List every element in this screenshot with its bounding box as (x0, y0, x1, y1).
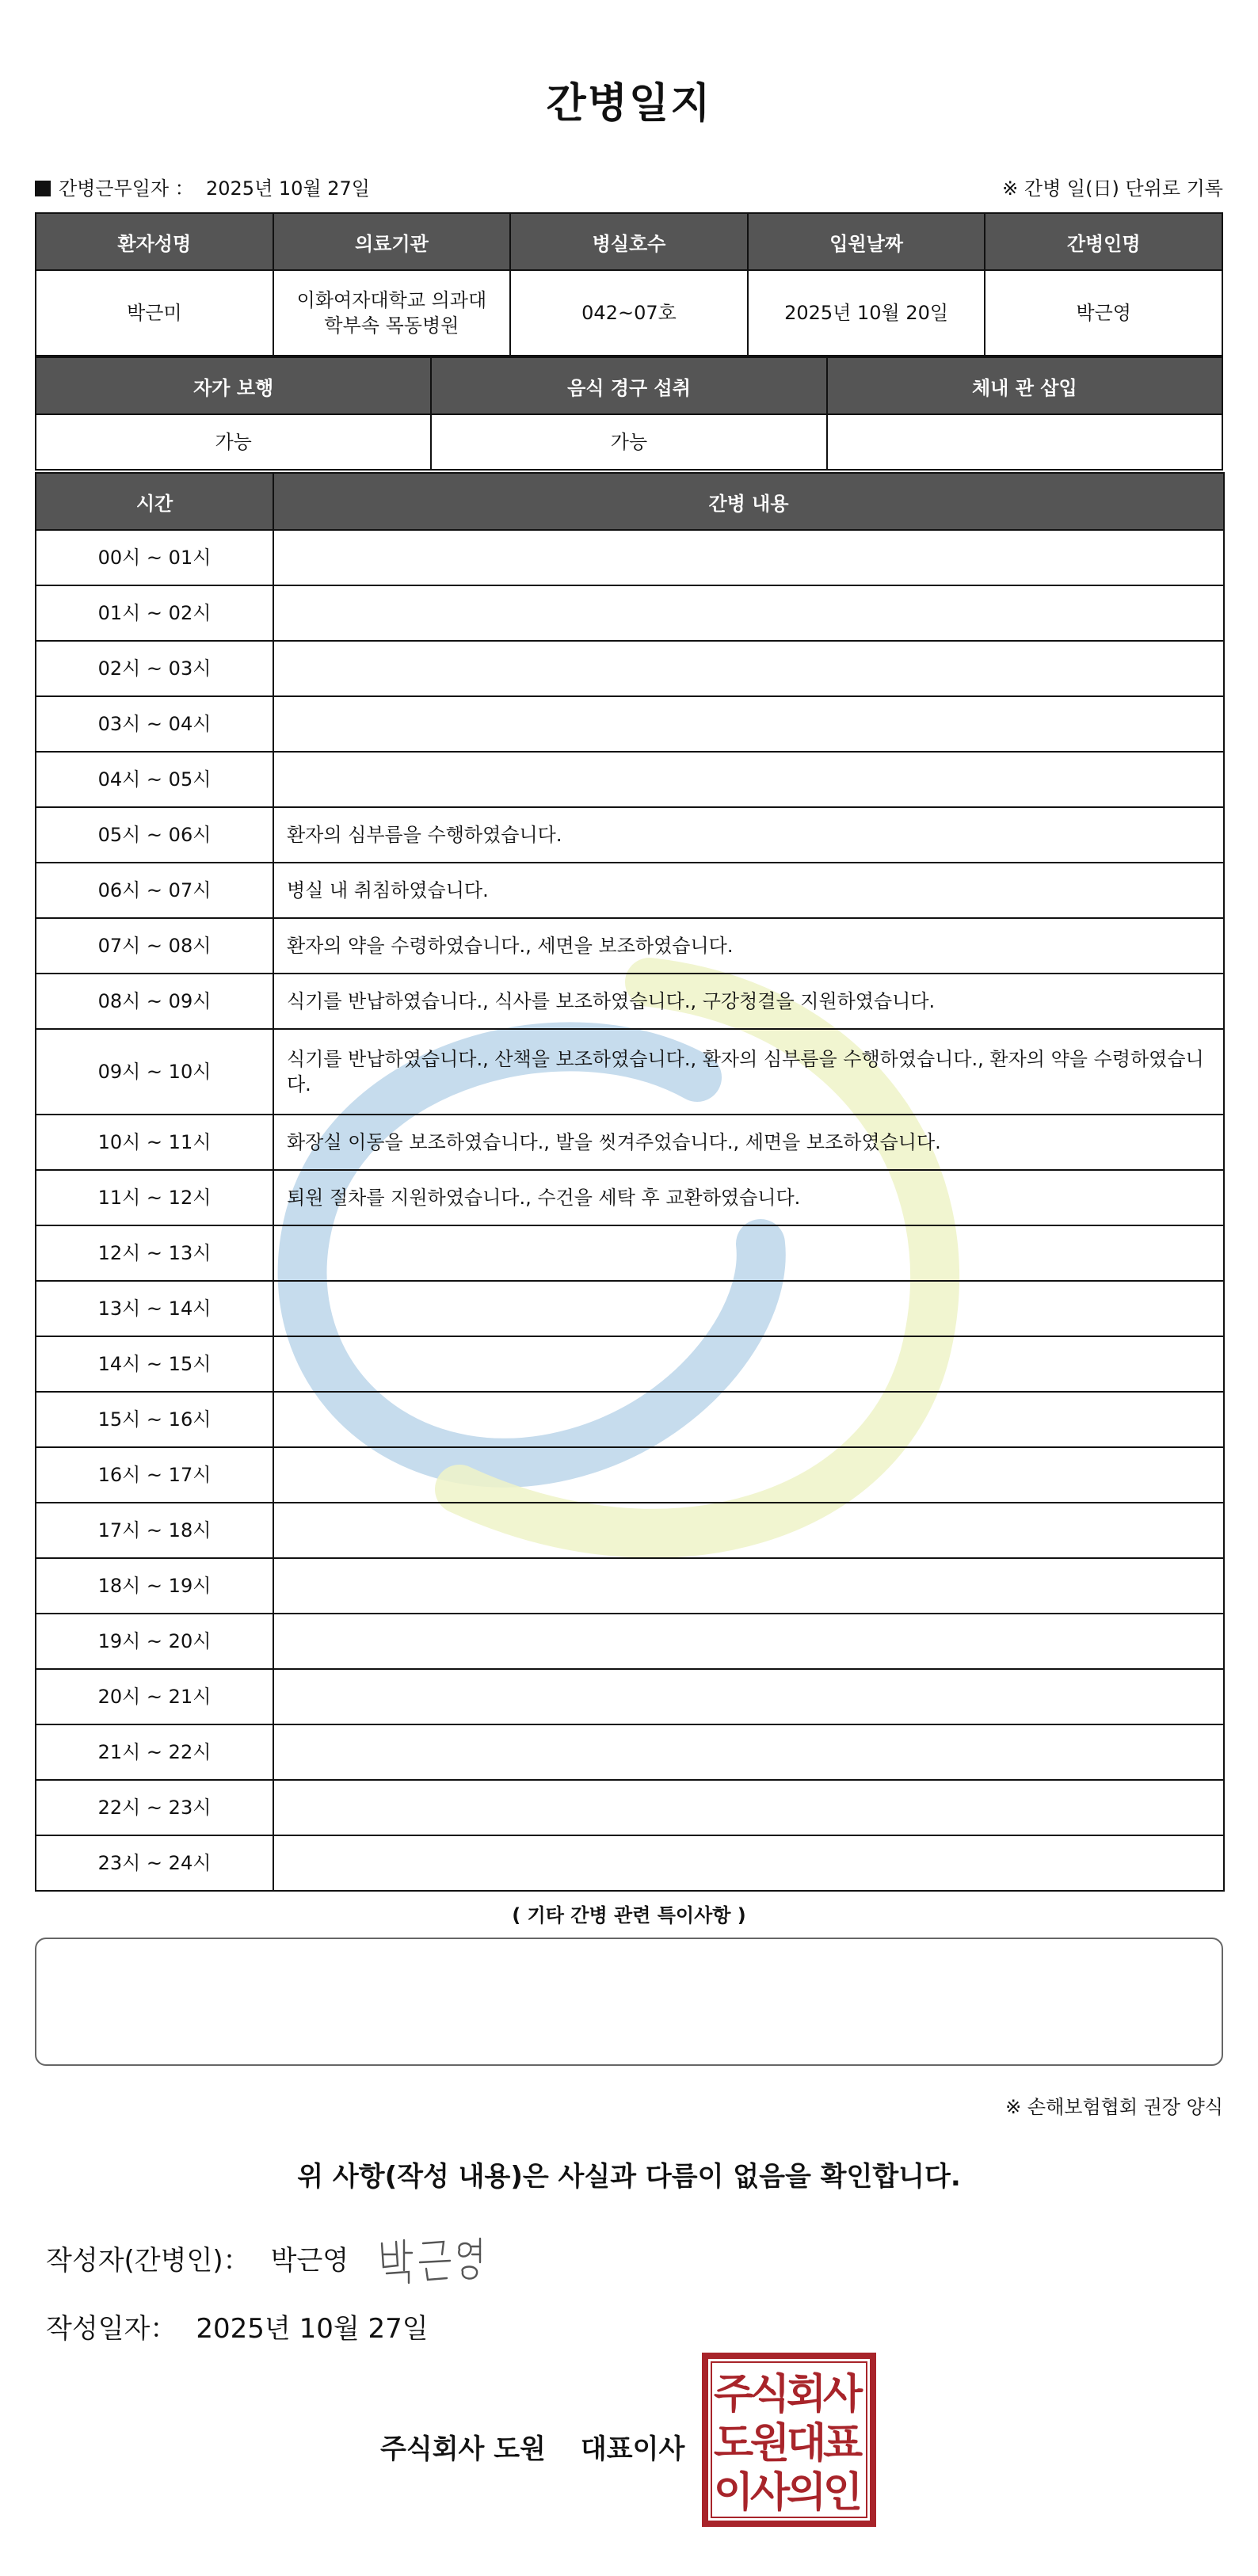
header-patient-name: 환자성명 (36, 213, 273, 270)
log-row (36, 1558, 1224, 1614)
log-time: 04시 ~ 05시 (36, 752, 273, 807)
log-row (36, 1669, 1224, 1724)
header-oral-intake: 음식 경구 섭취 (431, 357, 826, 414)
log-row (36, 752, 1224, 807)
patient-info-table (35, 212, 1223, 356)
log-content (273, 696, 1224, 752)
log-content (273, 1724, 1224, 1780)
log-time: 02시 ~ 03시 (36, 641, 273, 696)
caregiver-name: 박근영 (985, 270, 1222, 356)
log-time: 01시 ~ 02시 (36, 585, 273, 641)
log-content: 식기를 반납하였습니다., 산책을 보조하였습니다., 환자의 심부름을 수행하였습니다., 환자의 약을 수령하였습니다. (273, 1029, 1224, 1115)
log-row (36, 1614, 1224, 1669)
log-content (273, 1225, 1224, 1281)
log-row (36, 918, 1224, 974)
svg-text:의: 의 (786, 2469, 827, 2517)
log-row (36, 1170, 1224, 1225)
log-time: 03시 ~ 04시 (36, 696, 273, 752)
company-signature-line (380, 2427, 684, 2466)
log-content: 환자의 약을 수령하였습니다., 세면을 보조하였습니다. (273, 918, 1224, 974)
log-row (36, 530, 1224, 585)
written-date-line (46, 2307, 429, 2345)
svg-text:도: 도 (713, 2420, 754, 2467)
log-content (273, 1447, 1224, 1503)
svg-text:주: 주 (713, 2371, 754, 2418)
log-row (36, 1281, 1224, 1336)
header-room: 병실호수 (510, 213, 748, 270)
log-content: 화장실 이동을 보조하였습니다., 발을 씻겨주었습니다., 세면을 보조하였습니다. (273, 1115, 1224, 1170)
header-admission-date: 입원날짜 (748, 213, 985, 270)
care-log-table (35, 472, 1225, 1892)
log-time: 17시 ~ 18시 (36, 1503, 273, 1558)
log-row (36, 1029, 1224, 1115)
header-care-content: 간병 내용 (273, 473, 1224, 530)
hospital-name (273, 270, 511, 356)
patient-name: 박근미 (36, 270, 273, 356)
admission-date: 2025년 10월 20일 (748, 270, 985, 356)
log-time: 05시 ~ 06시 (36, 807, 273, 863)
writer-name: 박근영 (270, 2245, 349, 2277)
log-content: 퇴원 절차를 지원하였습니다., 수건을 세탁 후 교환하였습니다. (273, 1170, 1224, 1225)
log-content (273, 641, 1224, 696)
log-content (273, 1503, 1224, 1558)
log-row (36, 1724, 1224, 1780)
log-time: 22시 ~ 23시 (36, 1780, 273, 1835)
log-row (36, 696, 1224, 752)
log-row (36, 585, 1224, 641)
log-row (36, 1115, 1224, 1170)
log-time: 06시 ~ 07시 (36, 863, 273, 918)
log-time: 11시 ~ 12시 (36, 1170, 273, 1225)
log-time: 09시 ~ 10시 (36, 1029, 273, 1115)
square-bullet-icon (35, 181, 51, 196)
work-date-value: 2025년 10월 27일 (206, 177, 370, 200)
log-time: 21시 ~ 22시 (36, 1724, 273, 1780)
log-time: 00시 ~ 01시 (36, 530, 273, 585)
writer-line (46, 2239, 349, 2277)
company-representative-title: 대표이사 (580, 2433, 685, 2465)
log-content (273, 1835, 1224, 1891)
log-row (36, 1503, 1224, 1558)
log-row (36, 807, 1224, 863)
log-time: 20시 ~ 21시 (36, 1669, 273, 1724)
svg-text:대: 대 (786, 2420, 827, 2467)
log-content (273, 1336, 1224, 1392)
log-time: 08시 ~ 09시 (36, 974, 273, 1029)
svg-text:원: 원 (749, 2420, 791, 2467)
log-time: 15시 ~ 16시 (36, 1392, 273, 1447)
page-title: 간병일지 (546, 80, 712, 128)
handwritten-signature (374, 2226, 501, 2292)
patient-ability-table (35, 356, 1223, 471)
log-time: 07시 ~ 08시 (36, 918, 273, 974)
company-name: 주식회사 도원 (380, 2433, 546, 2465)
log-row (36, 863, 1224, 918)
written-date-label: 작성일자： (46, 2313, 177, 2345)
svg-text:사: 사 (822, 2371, 863, 2418)
svg-text:식: 식 (749, 2371, 791, 2418)
special-notes-title: ( 기타 간병 관련 특이사항 ) (512, 1904, 746, 1926)
header-hospital: 의료기관 (273, 213, 511, 270)
svg-text:이: 이 (713, 2469, 754, 2517)
log-content: 병실 내 취침하였습니다. (273, 863, 1224, 918)
svg-text:사: 사 (749, 2469, 791, 2517)
log-time: 16시 ~ 17시 (36, 1447, 273, 1503)
log-content: 환자의 심부름을 수행하였습니다. (273, 807, 1224, 863)
oral-intake-value: 가능 (431, 414, 826, 470)
writer-label: 작성자(간병인)： (46, 2245, 250, 2277)
log-content (273, 1281, 1224, 1336)
hospital-line-2: 학부속 목동병원 (324, 314, 459, 337)
company-seal-stamp (700, 2351, 878, 2532)
log-row (36, 1780, 1224, 1835)
written-date-value: 2025년 10월 27일 (196, 2313, 429, 2345)
log-content (273, 1558, 1224, 1614)
header-tube-insertion: 체내 관 삽입 (827, 357, 1222, 414)
log-time: 12시 ~ 13시 (36, 1225, 273, 1281)
log-row (36, 1392, 1224, 1447)
log-content (273, 1780, 1224, 1835)
room-number: 042~07호 (510, 270, 748, 356)
log-time: 14시 ~ 15시 (36, 1336, 273, 1392)
form-source-note: ※ 손해보험협회 권장 양식 (1005, 2096, 1223, 2118)
work-date-label: 간병근무일자 ： (59, 177, 194, 200)
log-content (273, 530, 1224, 585)
log-content (273, 1392, 1224, 1447)
log-content: 식기를 반납하였습니다., 식사를 보조하였습니다., 구강청결을 지원하였습니다. (273, 974, 1224, 1029)
log-row (36, 1447, 1224, 1503)
log-content (273, 585, 1224, 641)
log-content (273, 1614, 1224, 1669)
svg-text:표: 표 (822, 2420, 863, 2467)
log-row (36, 1835, 1224, 1891)
record-unit-note: ※ 간병 일(日) 단위로 기록 (1002, 177, 1223, 200)
header-caregiver-name: 간병인명 (985, 213, 1222, 270)
log-row (36, 1225, 1224, 1281)
log-time: 19시 ~ 20시 (36, 1614, 273, 1669)
work-date-line (35, 173, 370, 200)
tube-insertion-value (827, 414, 1222, 470)
log-time: 13시 ~ 14시 (36, 1281, 273, 1336)
svg-text:인: 인 (822, 2469, 863, 2517)
log-row (36, 1336, 1224, 1392)
log-content (273, 752, 1224, 807)
log-time: 18시 ~ 19시 (36, 1558, 273, 1614)
confirmation-statement: 위 사항(작성 내용)은 사실과 다름이 없음을 확인합니다. (297, 2161, 961, 2193)
log-row (36, 641, 1224, 696)
header-time: 시간 (36, 473, 273, 530)
log-time: 10시 ~ 11시 (36, 1115, 273, 1170)
header-self-walking: 자가 보행 (36, 357, 431, 414)
log-row (36, 974, 1224, 1029)
special-notes-box (35, 1938, 1223, 2066)
hospital-line-1: 이화여자대학교 의과대 (296, 288, 487, 311)
svg-text:회: 회 (786, 2371, 827, 2418)
self-walking-value: 가능 (36, 414, 431, 470)
log-content (273, 1669, 1224, 1724)
log-time: 23시 ~ 24시 (36, 1835, 273, 1891)
